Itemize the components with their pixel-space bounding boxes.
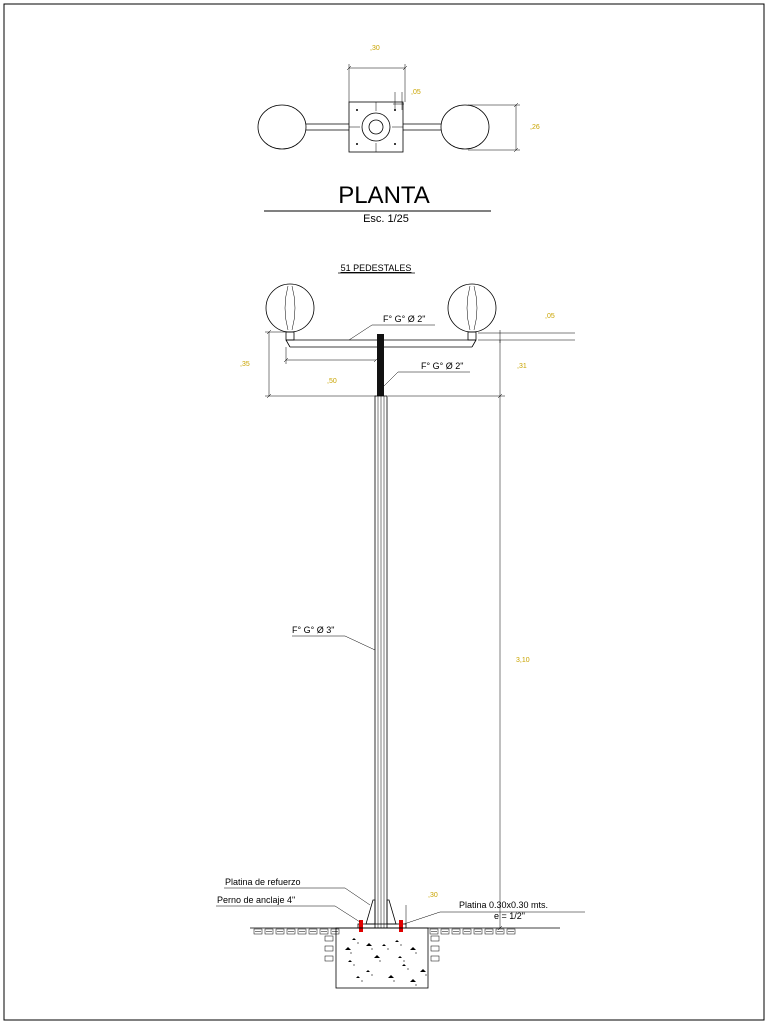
- plan-width-dim: ,30: [370, 45, 380, 52]
- plan-scale: Esc. 1/25: [363, 213, 409, 225]
- elev-neck-pipe: [377, 334, 384, 396]
- elevation-title: 51 PEDESTALES: [340, 263, 412, 273]
- concrete-fill: [345, 938, 427, 986]
- anchor-bolt-right: [399, 920, 403, 932]
- elev-plate-width-dim: ,30: [428, 892, 438, 899]
- base-plate-thickness-label: e = 1/2": [494, 911, 525, 921]
- plan-right-globe: [441, 105, 489, 149]
- plan-height-dim: ,26: [530, 124, 540, 131]
- elev-globe-offset-dim: ,05: [545, 313, 555, 320]
- plan-title: PLANTA: [338, 182, 430, 209]
- base-plate-label: Platina 0.30x0.30 mts.: [459, 900, 549, 910]
- elev-arm-drop-dim: ,35: [240, 361, 250, 368]
- elev-arm-length-dim: ,50: [327, 378, 337, 385]
- elev-left-globe: [266, 284, 314, 332]
- reinforcement-plate-label: Platina de refuerzo: [225, 877, 301, 887]
- elevation-view: [216, 284, 585, 988]
- plan-view: [258, 45, 540, 152]
- elev-neck-height-dim: ,31: [517, 363, 527, 370]
- plan-offset-dim: ,05: [411, 89, 421, 96]
- anchor-bolt-label: Perno de anclaje 4": [217, 895, 296, 905]
- elev-base-plate: [358, 924, 406, 928]
- foundation-block: [336, 928, 428, 988]
- neck-pipe-label: F° G° Ø 2": [421, 361, 464, 371]
- plan-left-globe: [258, 105, 306, 149]
- elev-pole-height-dim: 3,10: [516, 657, 530, 664]
- pole-pipe-label: F° G° Ø 3": [292, 625, 335, 635]
- arm-pipe-label: F° G° Ø 2": [383, 314, 426, 324]
- elev-right-globe: [448, 284, 496, 332]
